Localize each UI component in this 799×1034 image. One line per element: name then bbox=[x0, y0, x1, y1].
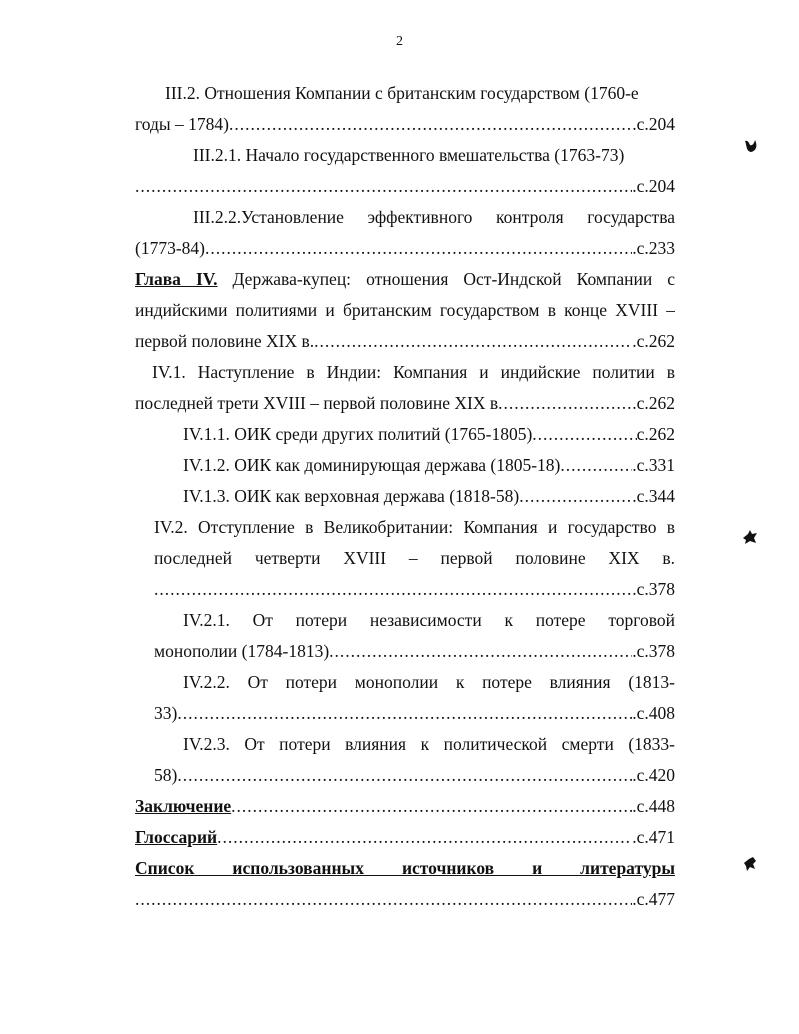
toc-page-ref: .с.477 bbox=[632, 889, 675, 909]
toc-entry-IV-2[interactable] bbox=[154, 512, 675, 605]
toc-entry-text: первой половине XIX в. bbox=[135, 331, 315, 351]
toc-entry-text: (1773-84) bbox=[135, 238, 205, 258]
toc-entry-leader bbox=[135, 326, 675, 357]
toc-entry-title: Список использованных источников и литературы bbox=[135, 858, 675, 878]
toc-page-ref: с.262 bbox=[636, 424, 675, 444]
toc-page-ref: .с.378 bbox=[632, 579, 675, 599]
toc-page-ref: .с.378 bbox=[632, 641, 675, 661]
toc-entry-text: Заключение bbox=[135, 796, 232, 816]
toc-entry-title bbox=[135, 264, 675, 295]
toc-entry-leader bbox=[135, 884, 675, 915]
toc-entry-text: IV.1.1. ОИК среди других политий (1765-1805) bbox=[183, 424, 533, 444]
toc-entry-bibliography[interactable] bbox=[135, 853, 675, 915]
dot-leader bbox=[329, 636, 632, 667]
toc-entry-III-2-2[interactable] bbox=[135, 202, 675, 264]
toc-page-ref: .с.331 bbox=[632, 455, 675, 475]
toc-entry-IV-2-2[interactable] bbox=[154, 667, 675, 729]
dot-leader bbox=[229, 109, 632, 140]
toc-entry-text: Глоссарий bbox=[135, 827, 218, 847]
toc-entry-III-2[interactable] bbox=[135, 78, 675, 140]
toc-entry-IV-1-3[interactable] bbox=[183, 481, 675, 512]
dot-leader bbox=[177, 760, 632, 791]
toc-entry-conclusion[interactable] bbox=[135, 791, 675, 822]
toc-entry-leader bbox=[135, 822, 675, 853]
toc-page-ref: .с.344 bbox=[632, 486, 675, 506]
toc-entry-IV-1-2[interactable] bbox=[183, 450, 675, 481]
toc-entry-text: последней трети XVIII – первой половине XIX в bbox=[135, 393, 499, 413]
toc-entry-IV-2-3[interactable] bbox=[154, 729, 675, 791]
chapter-title: Держава-купец: отношения Ост-Индской Компании с bbox=[217, 269, 675, 289]
dot-leader bbox=[560, 450, 632, 481]
dot-leader bbox=[205, 233, 632, 264]
ink-blot-icon bbox=[742, 137, 760, 155]
dot-leader bbox=[498, 388, 632, 419]
toc-entry-leader bbox=[135, 791, 675, 822]
toc-entry-leader bbox=[183, 419, 675, 450]
toc-entry-leader bbox=[154, 760, 675, 791]
dot-leader bbox=[135, 171, 632, 202]
toc-page-ref: .с.420 bbox=[632, 765, 675, 785]
toc-entry-leader bbox=[183, 481, 675, 512]
toc-entry-text: 58) bbox=[154, 765, 178, 785]
toc-entry-text: 33) bbox=[154, 703, 178, 723]
toc-entry-chapter-IV[interactable] bbox=[135, 264, 675, 357]
toc-entry-title-cont: индийскими политиями и британским государством в конце XVIII – bbox=[135, 300, 675, 320]
toc-entry-text: IV.1.3. ОИК как верховная держава (1818-58) bbox=[183, 486, 520, 506]
toc-entry-title: IV.1. Наступление в Индии: Компания и индийские политии в bbox=[152, 362, 675, 382]
toc-entry-leader bbox=[135, 171, 675, 202]
dot-leader bbox=[519, 481, 632, 512]
dot-leader bbox=[217, 822, 632, 853]
toc-entry-title: III.2. Отношения Компании с британским государством (1760-е bbox=[165, 83, 639, 103]
toc-entry-title-cont: последней четверти XVIII – первой половине XIX в. bbox=[154, 548, 675, 568]
toc-entry-title: III.2.2.Установление эффективного контроля государства bbox=[193, 207, 675, 227]
toc-entry-IV-1-1[interactable] bbox=[183, 419, 675, 450]
dot-leader bbox=[177, 698, 632, 729]
toc-entry-leader bbox=[154, 574, 675, 605]
dot-leader bbox=[231, 791, 632, 822]
toc-page-ref: .с.262 bbox=[632, 331, 675, 351]
toc-entry-glossary[interactable] bbox=[135, 822, 675, 853]
toc-entry-title: IV.2. Отступление в Великобритании: Компания и государство в bbox=[154, 517, 675, 537]
chapter-label: Глава IV. bbox=[135, 269, 218, 289]
toc-page-ref: .с.262 bbox=[632, 393, 675, 413]
dot-leader bbox=[532, 419, 636, 450]
toc-entry-text: годы – 1784) bbox=[135, 114, 229, 134]
toc-page-ref: .с.448 bbox=[632, 796, 675, 816]
ink-blot-icon bbox=[741, 528, 759, 546]
toc-entry-leader bbox=[135, 233, 675, 264]
toc-entry-leader bbox=[154, 698, 675, 729]
toc-page-ref: .с.233 bbox=[632, 238, 675, 258]
toc-entry-leader bbox=[183, 450, 675, 481]
toc-entry-text: монополии (1784-1813) bbox=[154, 641, 330, 661]
toc-entry-title: IV.2.1. От потери независимости к потере торговой bbox=[183, 610, 675, 630]
dot-leader bbox=[154, 574, 632, 605]
toc-entry-title: IV.2.2. От потери монополии к потере влияния (1813- bbox=[183, 672, 675, 692]
toc-entry-title: III.2.1. Начало государственного вмешательства (1763-73) bbox=[193, 145, 625, 165]
toc-entry-III-2-1[interactable] bbox=[135, 140, 675, 202]
toc-entry-leader bbox=[154, 636, 675, 667]
toc-entry-leader bbox=[135, 388, 675, 419]
toc-entry-title: IV.2.3. От потери влияния к политической смерти (1833- bbox=[183, 734, 675, 754]
toc-entry-IV-2-1[interactable] bbox=[154, 605, 675, 667]
ink-blot-icon bbox=[741, 855, 759, 873]
page-number: 2 bbox=[396, 34, 403, 49]
toc-entry-text: IV.1.2. ОИК как доминирующая держава (1805-18) bbox=[183, 455, 561, 475]
dot-leader bbox=[135, 884, 632, 915]
toc-page-ref: .с.204 bbox=[632, 114, 675, 134]
toc-page-ref: .с.408 bbox=[632, 703, 675, 723]
toc-page-ref: .с.471 bbox=[632, 827, 675, 847]
toc-entry-leader bbox=[135, 109, 675, 140]
toc-page-ref: .с.204 bbox=[632, 176, 675, 196]
dot-leader bbox=[314, 326, 632, 357]
toc-entry-IV-1[interactable] bbox=[135, 357, 675, 419]
